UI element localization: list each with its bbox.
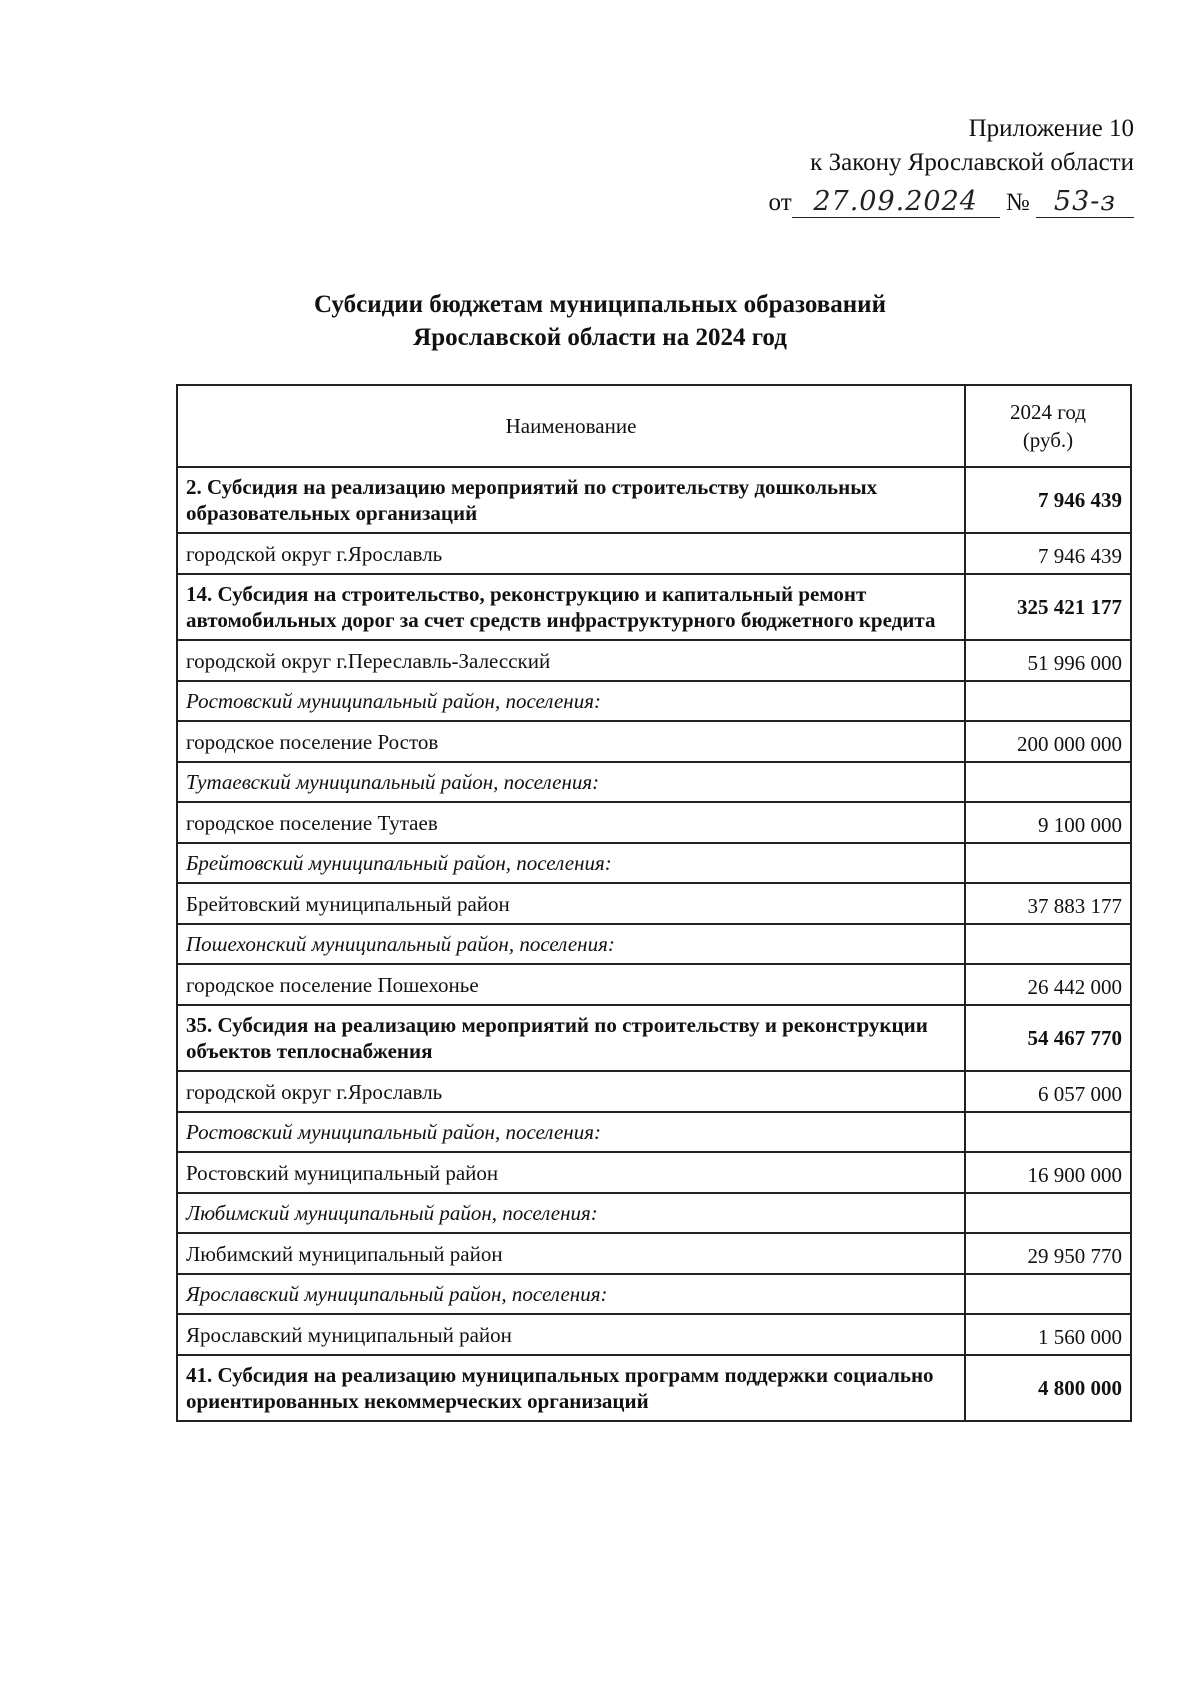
district-heading-row (177, 1112, 1131, 1152)
header-name: Наименование (177, 385, 965, 467)
handwritten-date: 27.09.2024 (792, 187, 1000, 218)
district-heading-row (177, 681, 1131, 721)
row-value: 16 900 000 (965, 1152, 1131, 1193)
row-value: 200 000 000 (965, 721, 1131, 762)
row-value (965, 843, 1131, 883)
document-title-line-2: Ярославской области на 2024 год (413, 324, 787, 351)
row-name: Любимский муниципальный район, поселения: (177, 1193, 965, 1233)
row-value: 6 057 000 (965, 1071, 1131, 1112)
row-value (965, 1112, 1131, 1152)
table-row (177, 533, 1131, 574)
row-value (965, 924, 1131, 964)
row-name: городской округ г.Ярославль (177, 533, 965, 574)
table-row (177, 1314, 1131, 1355)
table-row (177, 1152, 1131, 1193)
appendix-title: Приложение 10 (968, 115, 1134, 142)
document-title (0, 288, 1200, 354)
table-row (177, 964, 1131, 1005)
row-name: городское поселение Тутаев (177, 802, 965, 843)
row-name: городское поселение Пошехонье (177, 964, 965, 1005)
subsidy-group-row (177, 467, 1131, 533)
row-value: 29 950 770 (965, 1233, 1131, 1274)
row-name: Ярославский муниципальный район, поселения: (177, 1274, 965, 1314)
district-heading-row (177, 1193, 1131, 1233)
row-value (965, 762, 1131, 802)
date-prefix: от (768, 189, 792, 216)
subsidy-group-row (177, 574, 1131, 640)
row-name: городской округ г.Переславль-Залесский (177, 640, 965, 681)
row-name: 14. Субсидия на строительство, реконструкцию и капитальный ремонт автомобильных дорог за счет средств инфраструктурного бюджетного кредита (177, 574, 965, 640)
row-name: Ростовский муниципальный район (177, 1152, 965, 1193)
row-name: 41. Субсидия на реализацию муниципальных программ поддержки социально ориентированных некоммерческих организаций (177, 1355, 965, 1421)
row-name: городской округ г.Ярославль (177, 1071, 965, 1112)
row-name: Ростовский муниципальный район, поселения: (177, 681, 965, 721)
appendix-law-reference: к Закону Ярославской области (810, 149, 1134, 176)
header-year-label: 2024 год (1010, 400, 1086, 424)
row-value: 4 800 000 (965, 1355, 1131, 1421)
row-value (965, 1193, 1131, 1233)
row-value (965, 1274, 1131, 1314)
table-row (177, 640, 1131, 681)
row-value: 51 996 000 (965, 640, 1131, 681)
row-name: 35. Субсидия на реализацию мероприятий по строительству и реконструкции объектов теплоснабжения (177, 1005, 965, 1071)
row-name: Брейтовский муниципальный район (177, 883, 965, 924)
row-name: Тутаевский муниципальный район, поселения: (177, 762, 965, 802)
row-value: 1 560 000 (965, 1314, 1131, 1355)
table-row (177, 883, 1131, 924)
row-name: Ярославский муниципальный район (177, 1314, 965, 1355)
table-row (177, 1071, 1131, 1112)
header-year (965, 385, 1131, 467)
district-heading-row (177, 762, 1131, 802)
row-value: 9 100 000 (965, 802, 1131, 843)
number-prefix: № (1005, 189, 1030, 216)
table-header-row (177, 385, 1131, 467)
table-row (177, 802, 1131, 843)
district-heading-row (177, 843, 1131, 883)
district-heading-row (177, 1274, 1131, 1314)
handwritten-number: 53-з (1036, 187, 1134, 218)
appendix-date-number-line (769, 186, 1134, 220)
table-body (177, 467, 1131, 1421)
district-heading-row (177, 924, 1131, 964)
subsidies-table (176, 384, 1132, 1422)
row-value: 7 946 439 (965, 533, 1131, 574)
row-value: 7 946 439 (965, 467, 1131, 533)
appendix-block (769, 112, 1134, 220)
row-value: 37 883 177 (965, 883, 1131, 924)
row-name: городское поселение Ростов (177, 721, 965, 762)
table-row (177, 1233, 1131, 1274)
subsidy-group-row (177, 1355, 1131, 1421)
row-name: Любимский муниципальный район (177, 1233, 965, 1274)
row-name: Пошехонский муниципальный район, поселения: (177, 924, 965, 964)
subsidy-group-row (177, 1005, 1131, 1071)
row-value (965, 681, 1131, 721)
row-name: Брейтовский муниципальный район, поселения: (177, 843, 965, 883)
row-value: 54 467 770 (965, 1005, 1131, 1071)
row-name: 2. Субсидия на реализацию мероприятий по строительству дошкольных образовательных организаций (177, 467, 965, 533)
row-name: Ростовский муниципальный район, поселения: (177, 1112, 965, 1152)
document-title-line-1: Субсидии бюджетам муниципальных образований (314, 291, 886, 318)
header-unit-label: (руб.) (1022, 428, 1074, 452)
row-value: 325 421 177 (965, 574, 1131, 640)
row-value: 26 442 000 (965, 964, 1131, 1005)
table-row (177, 721, 1131, 762)
